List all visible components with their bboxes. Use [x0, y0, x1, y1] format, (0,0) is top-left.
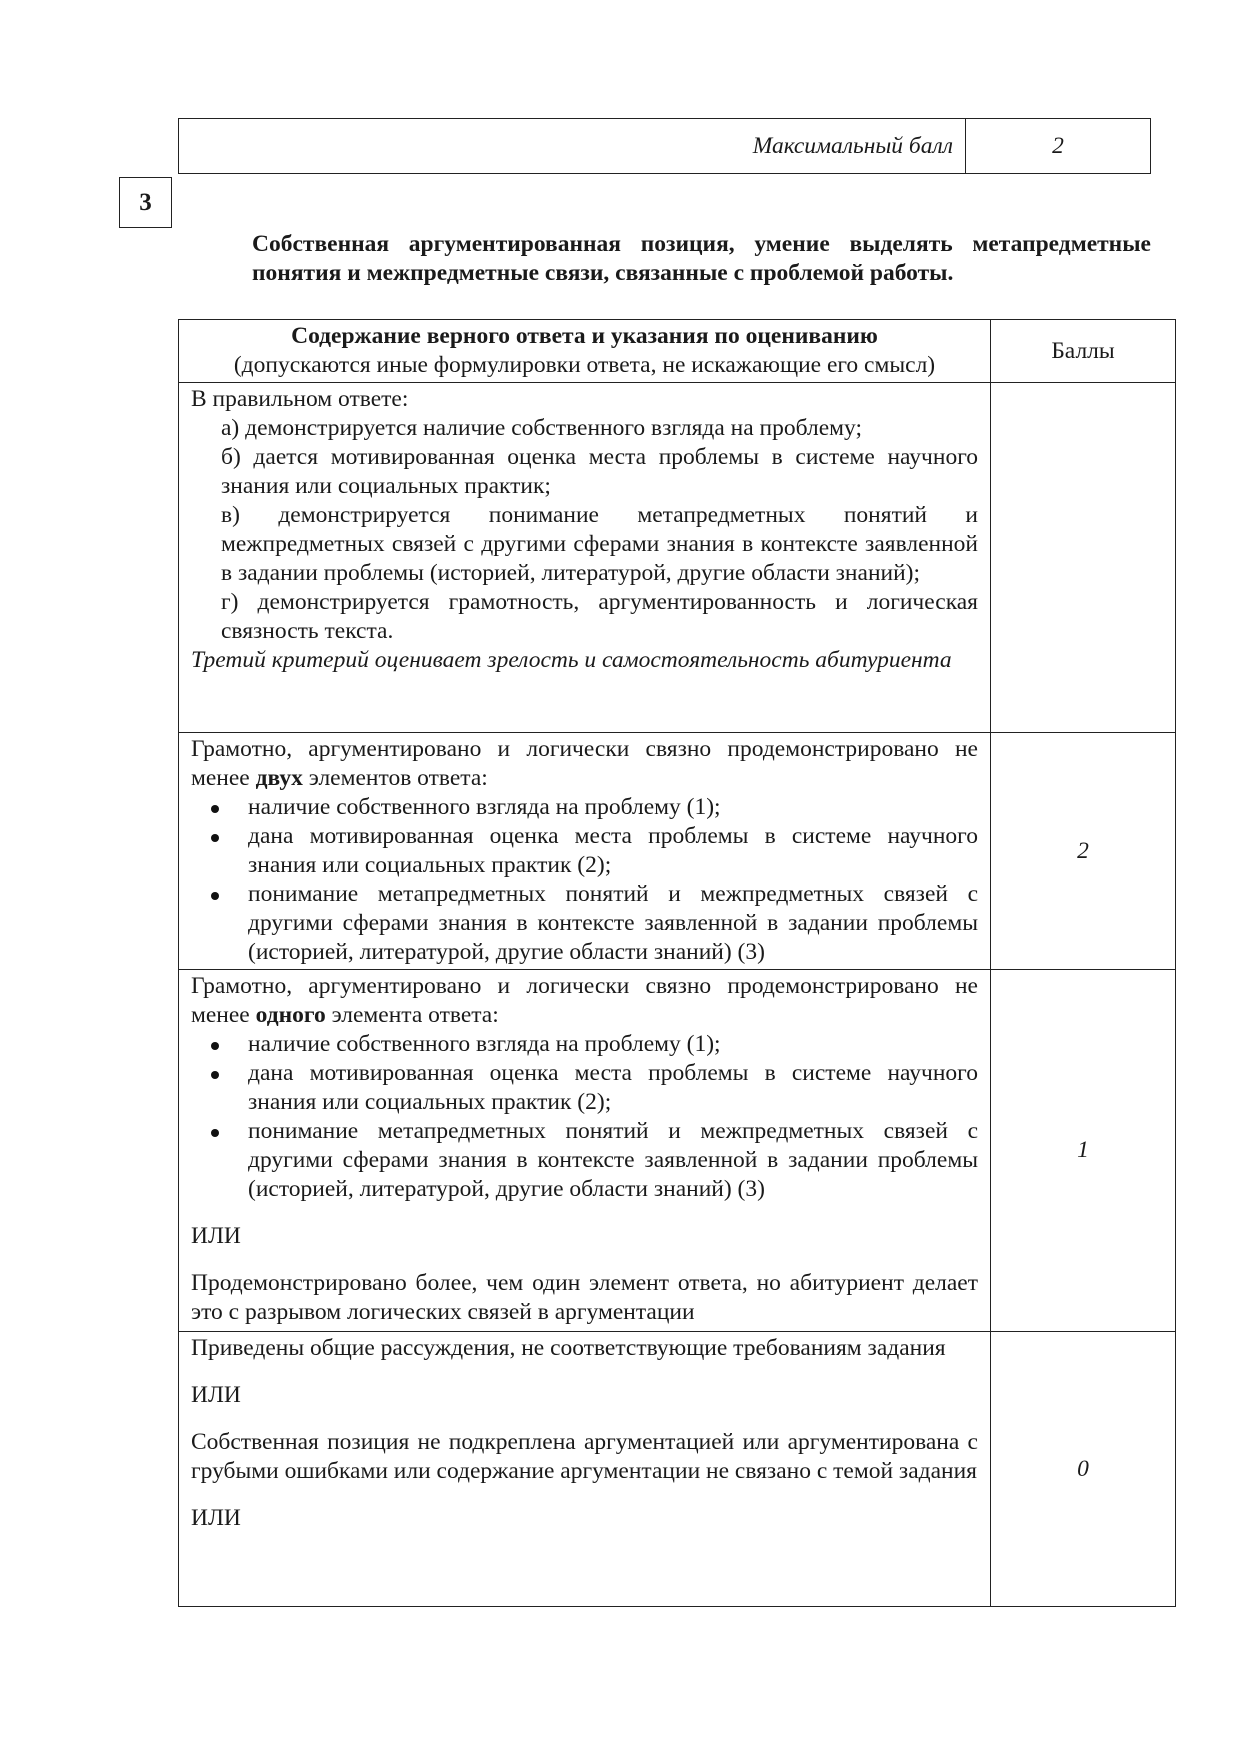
list-item: понимание метапредметных понятий и межпредметных связей с другими сферами знания в контексте заявленной в задании проблемы (историей, литературой, другие области знаний) (3): [191, 880, 978, 967]
max-score-label: Максимальный балл: [179, 119, 966, 174]
content-header-subtitle: (допускаются иные формулировки ответа, не искажающие его смысл): [233, 352, 936, 378]
score-1-or: ИЛИ: [191, 1223, 241, 1249]
max-score-table: [178, 118, 1151, 174]
score-0-cell: [179, 1332, 991, 1607]
score-1-list: [191, 1030, 978, 1204]
score-1-points: 1: [991, 970, 1176, 1332]
score-2-list: [191, 793, 978, 967]
score-1-lead: [191, 972, 978, 1030]
score-0-points: 0: [991, 1332, 1176, 1607]
list-item: наличие собственного взгляда на проблему (1);: [191, 1030, 978, 1059]
intro-note: Третий критерий оценивает зрелость и самостоятельность абитуриента: [191, 647, 952, 673]
score-2-cell: [179, 733, 991, 970]
list-item: дана мотивированная оценка места проблемы в системе научного знания или социальных практик (2);: [191, 822, 978, 880]
intro-item-c: в) демонстрируется понимание метапредметных понятий и межпредметных связей с другими сферами знания в контексте заявленной в задании проблемы (историей, литературой, другие области знаний);: [221, 502, 978, 586]
content-header-cell: [179, 320, 991, 383]
score-2-points: 2: [991, 733, 1176, 970]
score-2-lead: [191, 735, 978, 793]
score-1-cell: [179, 970, 991, 1332]
score-2-lead-bold: двух: [255, 765, 303, 791]
task-number-box: 3: [119, 177, 172, 228]
points-header: Баллы: [991, 320, 1176, 383]
intro-points-cell: [991, 383, 1176, 733]
score-2-lead-text: Грамотно, аргументировано и логически связно продемонстрировано не менее: [191, 736, 978, 791]
max-score-value: 2: [966, 119, 1151, 174]
criteria-table: [178, 319, 1176, 1607]
score-1-lead-bold: одного: [255, 1002, 326, 1028]
score-0-or1: ИЛИ: [191, 1382, 241, 1408]
intro-lead: В правильном ответе:: [191, 386, 409, 412]
score-1-lead-text: Грамотно, аргументировано и логически связно продемонстрировано не менее: [191, 973, 978, 1028]
score-2-lead-tail: элементов ответа:: [302, 765, 488, 791]
intro-cell: [179, 383, 991, 733]
score-0-text2: Собственная позиция не подкреплена аргументацией или аргументирована с грубыми ошибками или содержание аргументации не связано с темой задания: [191, 1429, 978, 1484]
score-0-text1: Приведены общие рассуждения, не соответствующие требованиям задания: [191, 1335, 946, 1361]
intro-item-b: б) дается мотивированная оценка места проблемы в системе научного знания или социальных практик;: [221, 444, 978, 499]
criterion-heading: Собственная аргументированная позиция, умение выделять метапредметные понятия и межпредметные связи, связанные с проблемой работы.: [252, 231, 1151, 286]
score-1-alt: Продемонстрировано более, чем один элемент ответа, но абитуриент делает это с разрывом логических связей в аргументации: [191, 1270, 978, 1325]
intro-item-d: г) демонстрируется грамотность, аргументированность и логическая связность текста.: [221, 589, 978, 644]
list-item: понимание метапредметных понятий и межпредметных связей с другими сферами знания в контексте заявленной в задании проблемы (историей, литературой, другие области знаний) (3): [191, 1117, 978, 1204]
score-0-or2: ИЛИ: [191, 1505, 241, 1531]
intro-item-a: а) демонстрируется наличие собственного взгляда на проблему;: [221, 415, 862, 441]
list-item: наличие собственного взгляда на проблему (1);: [191, 793, 978, 822]
content-header-title: Содержание верного ответа и указания по оцениванию: [291, 323, 878, 349]
score-1-lead-tail: элемента ответа:: [325, 1002, 499, 1028]
list-item: дана мотивированная оценка места проблемы в системе научного знания или социальных практик (2);: [191, 1059, 978, 1117]
